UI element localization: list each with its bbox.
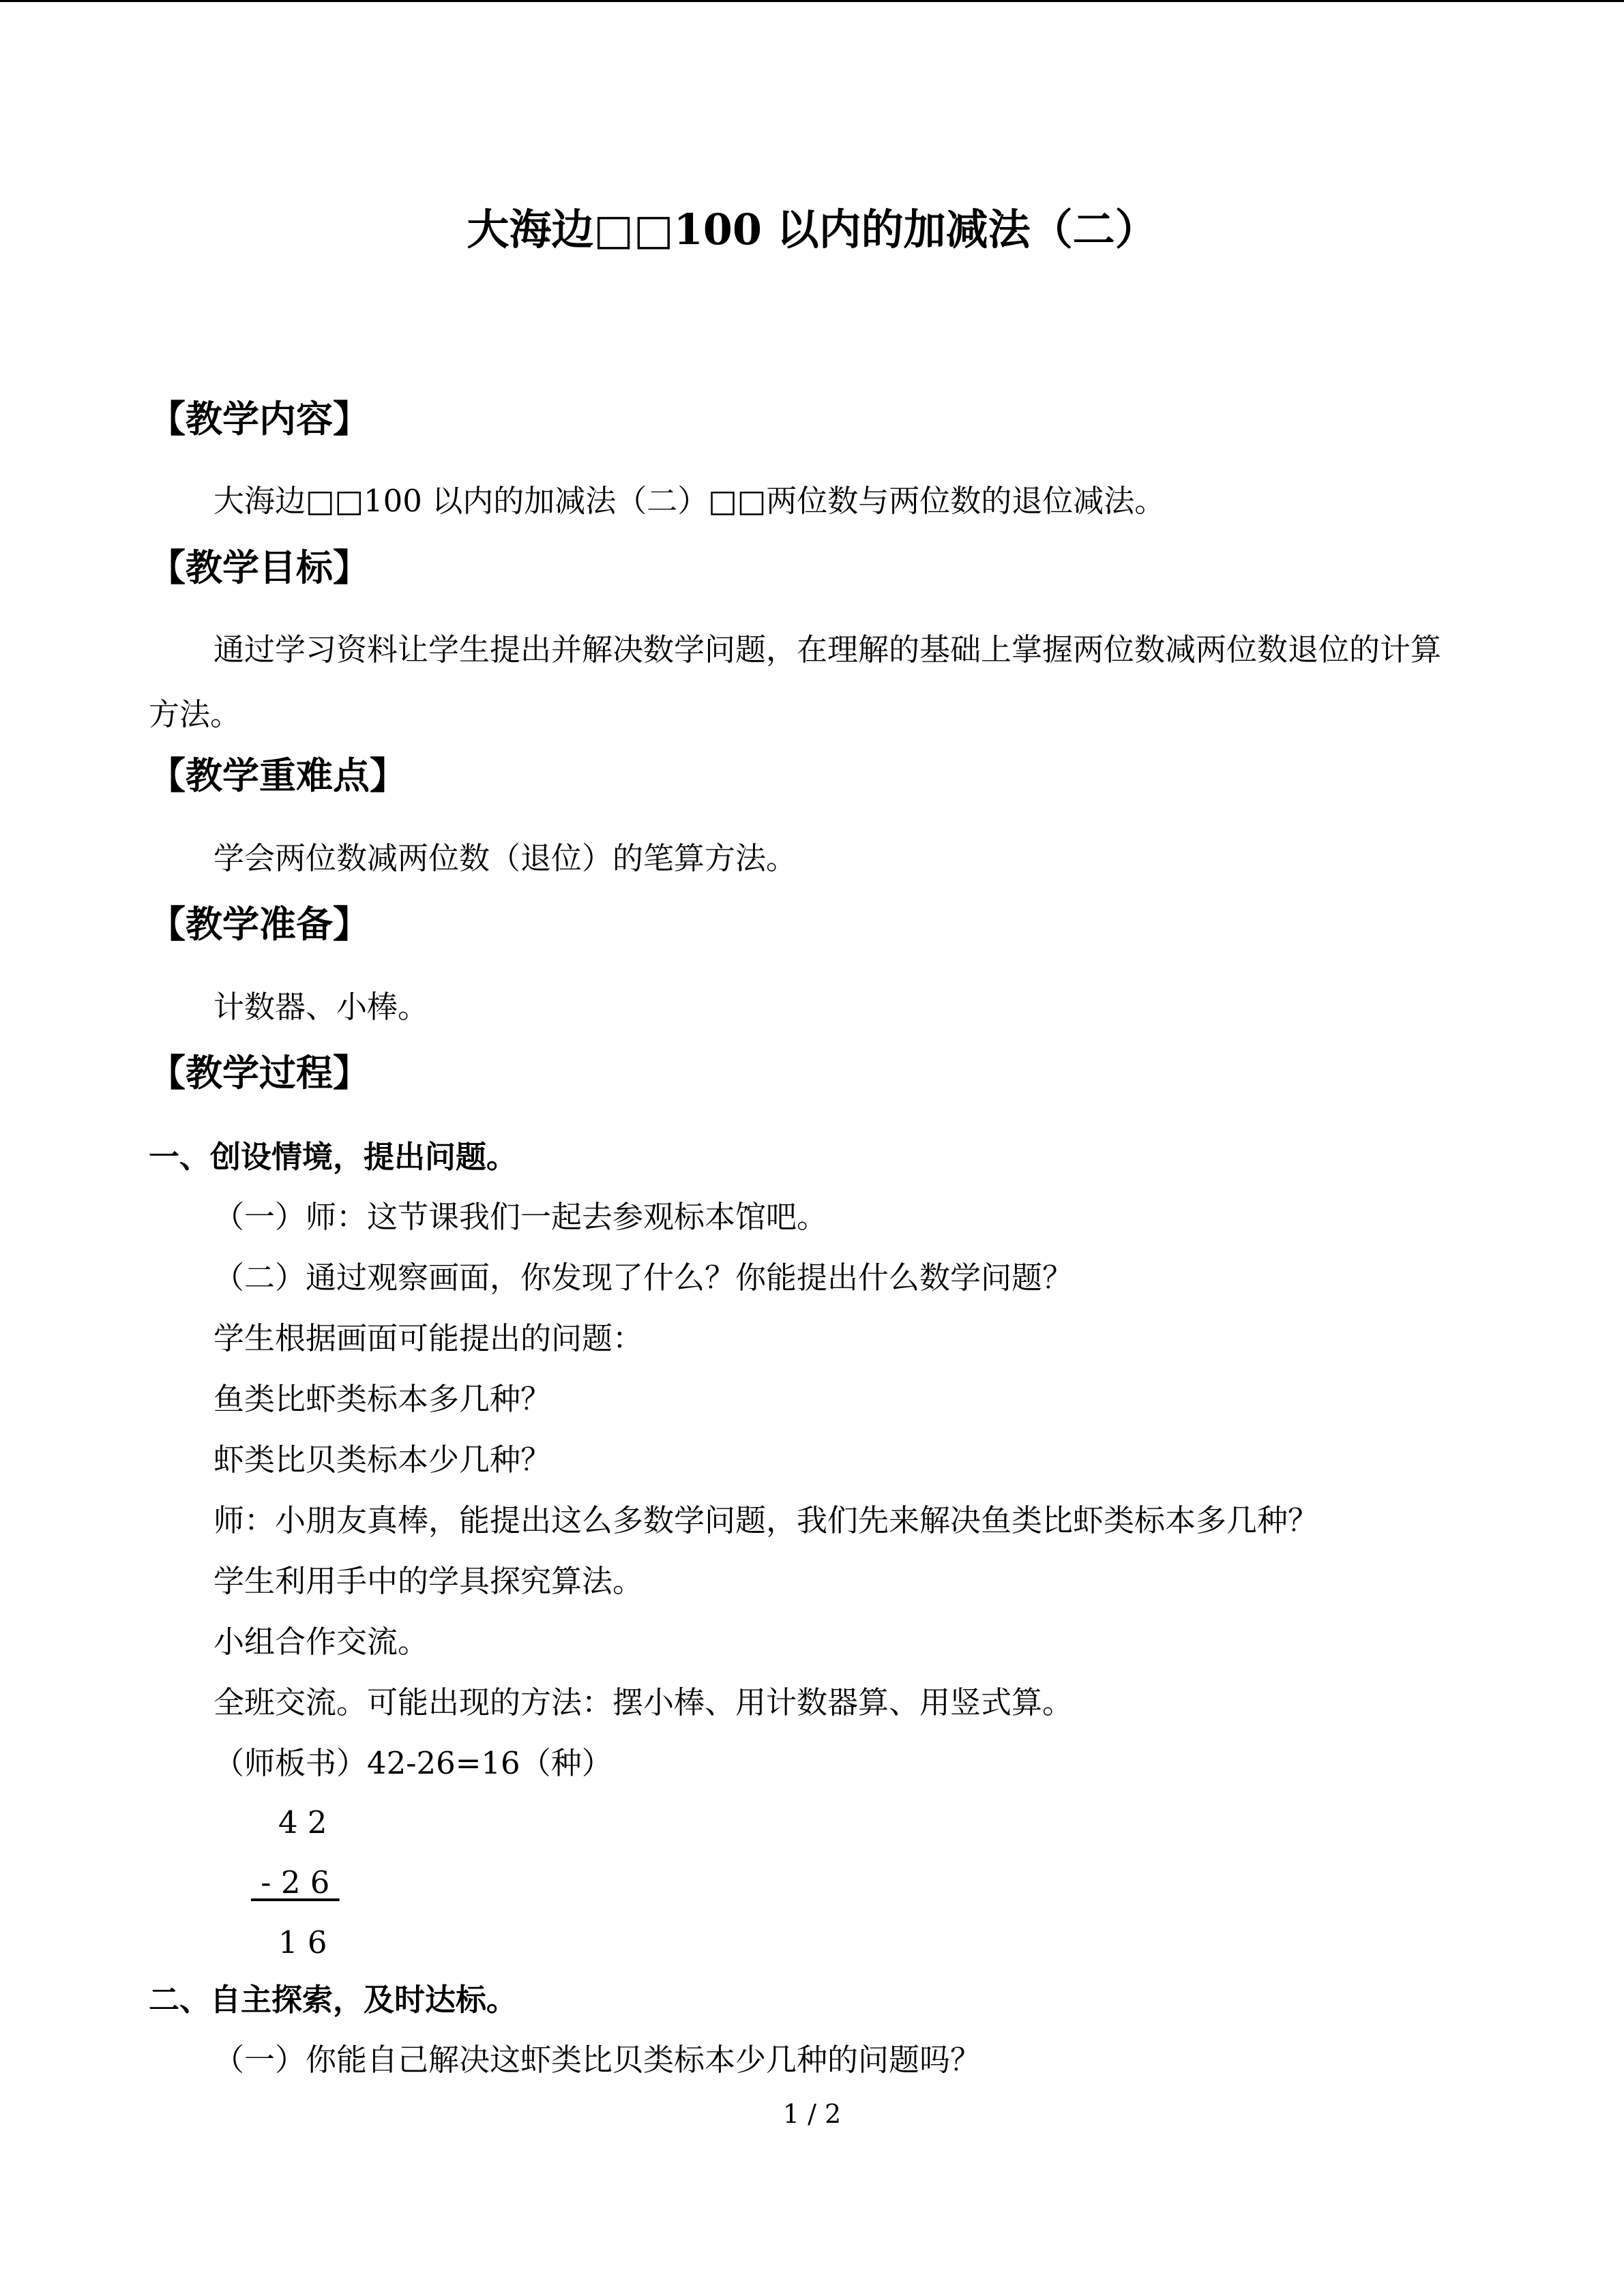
vertical-calc-result: 1 6 — [278, 1924, 327, 1960]
step1-line: 学生利用手中的学具探究算法。 — [213, 1563, 644, 1599]
teaching-difficulty-text: 学会两位数减两位数（退位）的笔算方法。 — [213, 840, 797, 876]
step2-line: （一）你能自己解决这虾类比贝类标本少几种的问题吗？ — [213, 2042, 981, 2078]
step1-line: 虾类比贝类标本少几种？ — [213, 1442, 552, 1478]
page-number: 1 / 2 — [782, 2099, 842, 2129]
heading-teaching-preparation: 【教学准备】 — [149, 902, 370, 946]
heading-teaching-content: 【教学内容】 — [149, 397, 370, 441]
heading-teaching-difficulty: 【教学重难点】 — [149, 754, 407, 797]
vertical-calc-subtrahend: - 2 6 — [251, 1864, 340, 1900]
step1-heading: 一、创设情境，提出问题。 — [149, 1139, 518, 1175]
teaching-goal-text: 通过学习资料让学生提出并解决数学问题，在理解的基础上掌握两位数减两位数退位的计算方法。 — [149, 631, 1442, 732]
teaching-content-text: 大海边□□100 以内的加减法（二）□□两位数与两位数的退位减法。 — [213, 483, 1166, 519]
step2-heading: 二、自主探索，及时达标。 — [149, 1982, 518, 2018]
teaching-preparation-text: 计数器、小棒。 — [213, 989, 429, 1025]
step1-line: （师板书）42-26=16（种） — [213, 1745, 612, 1781]
step1-line: 全班交流。可能出现的方法：摆小棒、用计数器算、用竖式算。 — [213, 1684, 1074, 1720]
step1-line: 鱼类比虾类标本多几种？ — [213, 1381, 552, 1417]
step1-line: （二）通过观察画面，你发现了什么？你能提出什么数学问题？ — [213, 1259, 1074, 1296]
step1-line: 师：小朋友真棒，能提出这么多数学问题，我们先来解决鱼类比虾类标本多几种？ — [213, 1502, 1319, 1538]
step1-line: （一）师：这节课我们一起去参观标本馆吧。 — [213, 1199, 828, 1235]
vertical-calc-minuend: 4 2 — [278, 1804, 327, 1840]
step1-line: 学生根据画面可能提出的问题： — [213, 1320, 644, 1356]
heading-teaching-process: 【教学过程】 — [149, 1051, 370, 1094]
heading-teaching-goal: 【教学目标】 — [149, 546, 370, 589]
step1-line: 小组合作交流。 — [213, 1624, 429, 1660]
document-title: 大海边□□100 以内的加减法（二） — [467, 205, 1157, 254]
